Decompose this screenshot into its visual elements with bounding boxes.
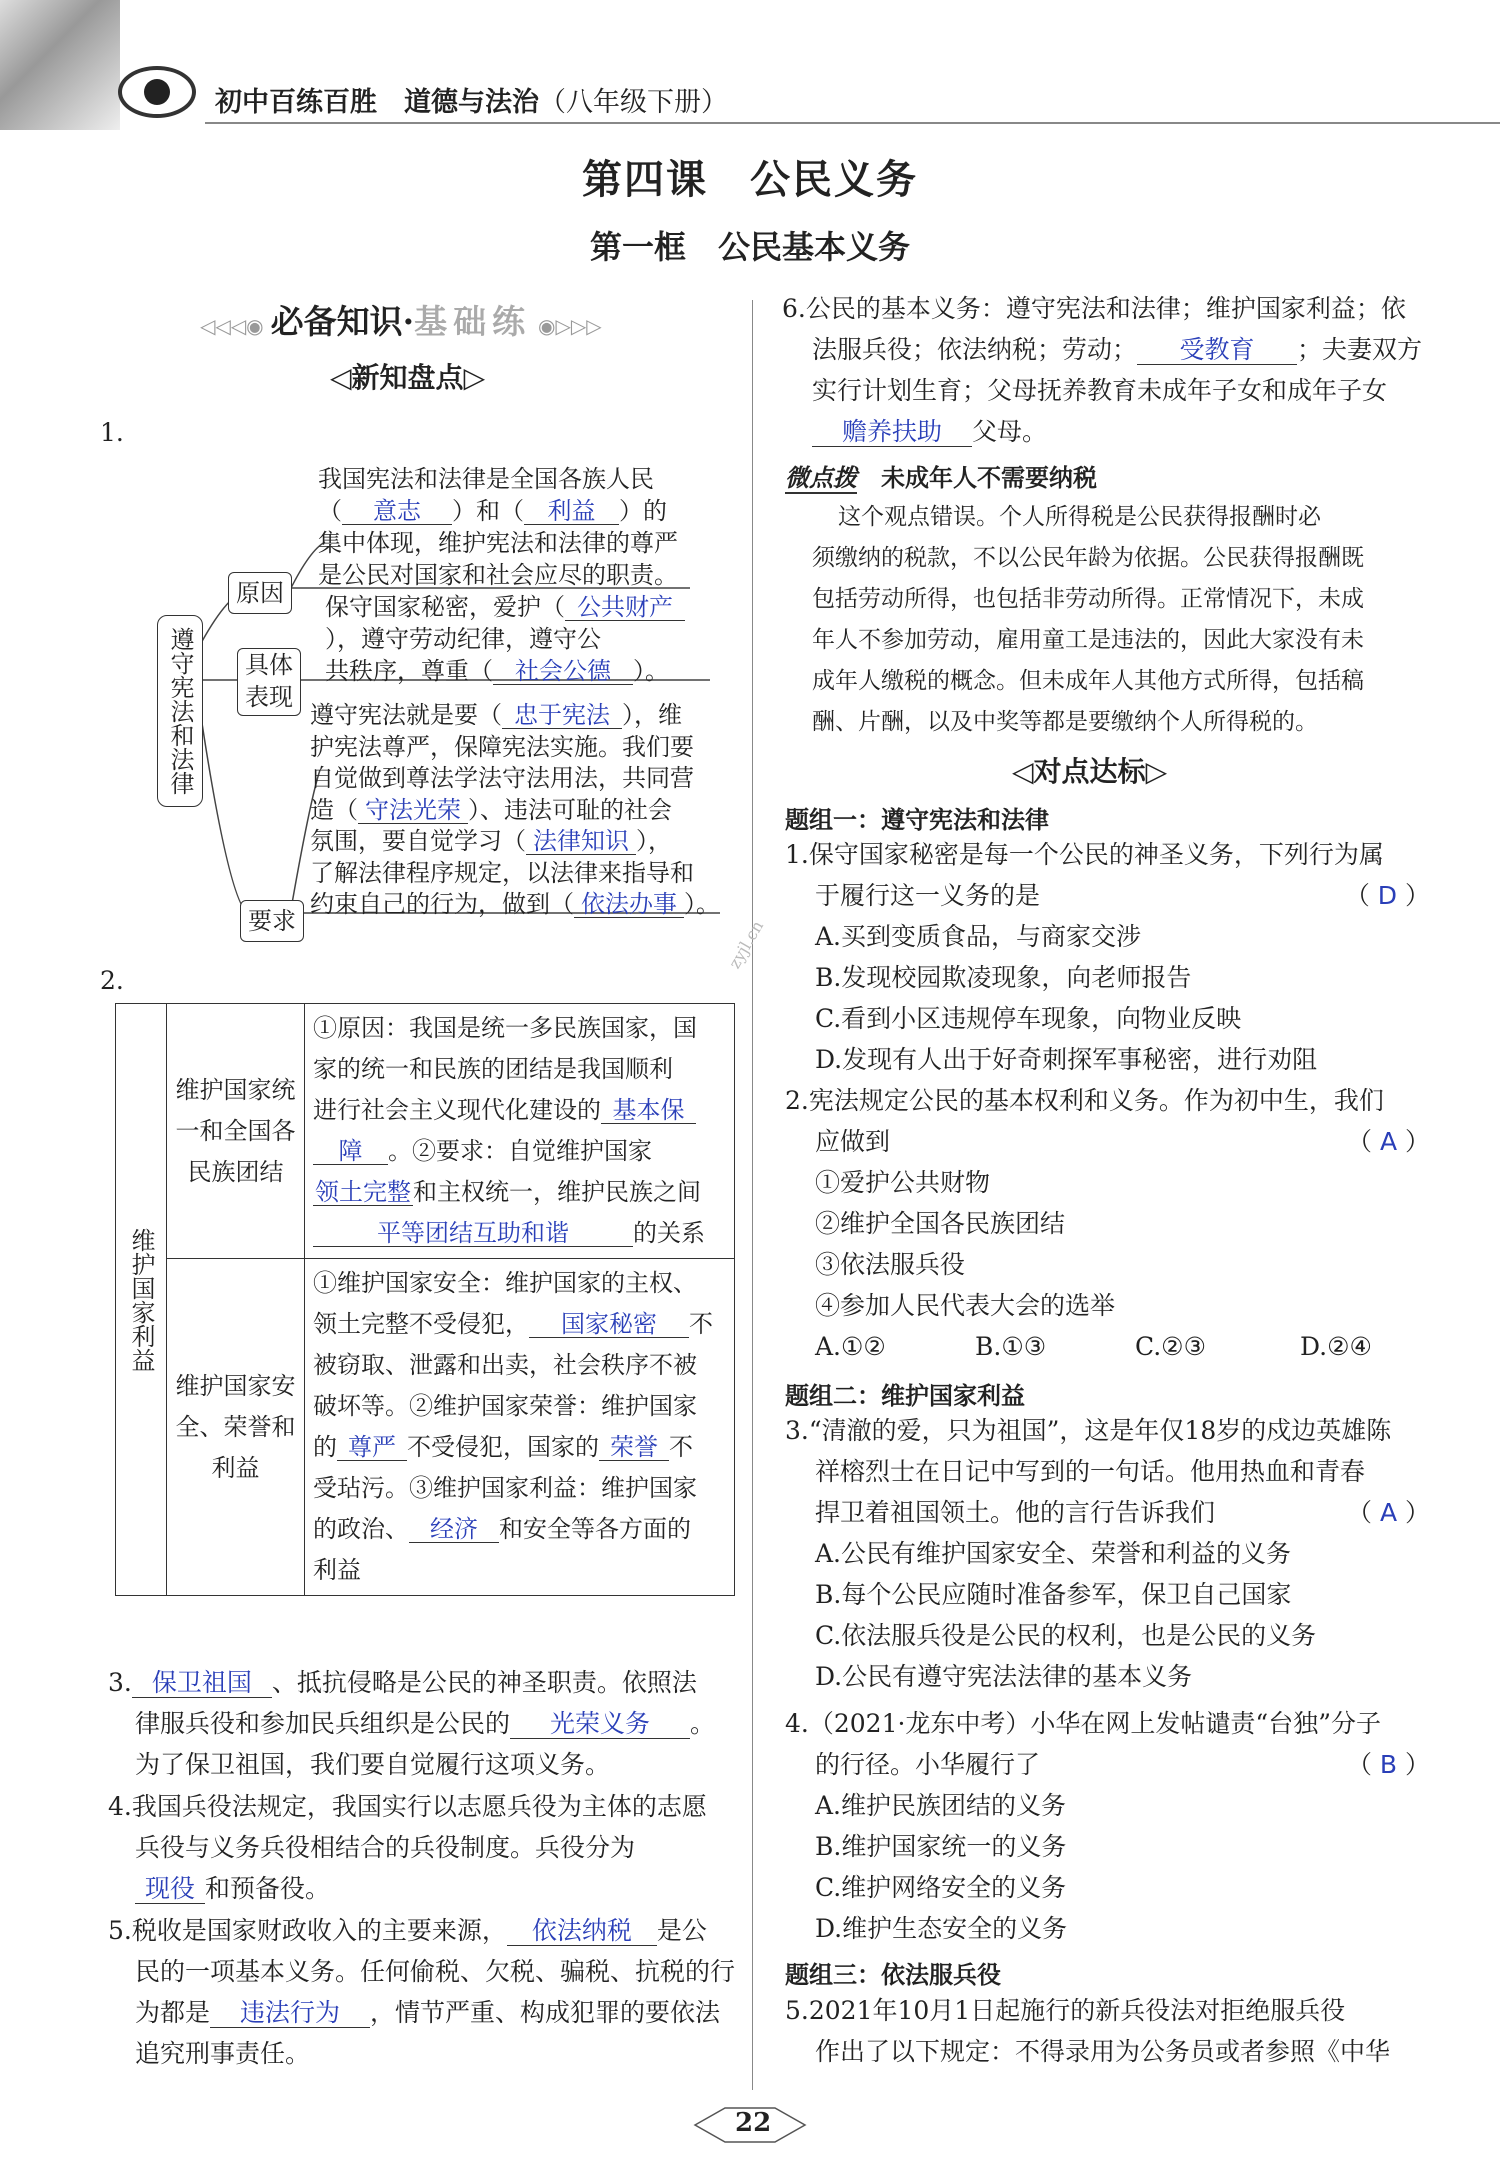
table-main-cell: 维护国家利益 [116, 1004, 167, 1596]
table-row2-head: 维护国家安全、荣誉和利益 [167, 1259, 305, 1596]
mindmap-branch-requirement: 要求 [240, 900, 304, 942]
answer-receive-education: 受教育 [1137, 336, 1297, 365]
answer-equality-unity: 平等团结互助和谐 [313, 1220, 633, 1247]
right-q5: 5.2021年10月1日起施行的新兵役法对拒绝服兵役 作出了以下规定：不得录用为公务员或者参照《中华 [785, 1996, 1391, 2066]
group1-title: 题组一：遵守宪法和法律 [785, 806, 1049, 834]
running-header: 初中百练百胜 道德与法治（八年级下册） [215, 87, 728, 118]
column-divider [752, 300, 753, 2090]
right-q2: 2.宪法规定公民的基本权利和义务。作为初中生，我们 应做到 （ A ） ①爱护公共财物 ②维护全国各民族团结 ③依法服兵役 ④参加人民代表大会的选举 A.①② B.①③ C.②③ D.②④ [785, 1086, 1430, 1361]
answer-basic-guarantee-b: 障 [313, 1138, 388, 1165]
table-row1-head: 维护国家统一和全国各民族团结 [167, 1004, 305, 1259]
right-q4: 4.（2021·龙东中考）小华在网上发帖谴责“台独”分子 的行径。小华履行了 （ B ） A.维护民族团结的义务 B.维护国家统一的义务 C.维护网络安全的义务 D.维护生态安全的义务 [785, 1709, 1430, 1943]
answer-q4: B [1379, 1750, 1398, 1779]
eye-logo-icon [118, 66, 196, 118]
subheading-targeted-practice: ◁对点达标▷ [1012, 755, 1168, 788]
answer-state-secrets: 国家秘密 [529, 1311, 689, 1338]
answer-q2: A [1379, 1127, 1398, 1156]
group2-title: 题组二：维护国家利益 [785, 1382, 1025, 1410]
answer-dignity: 尊严 [337, 1434, 407, 1461]
answer-economy: 经济 [409, 1516, 499, 1543]
left-q3: 3. 保卫祖国 、抵抗侵略是公民的神圣职责。依照法 律服兵役和参加民兵组织是公民的 光荣义务 。 为了保卫祖国，我们要自觉履行这项义务。 [108, 1668, 716, 1779]
part-title: ◁◁◁◉ 必备知识·基础练 ◉▷▷▷ [200, 302, 602, 341]
answer-glorious-duty: 光荣义务 [510, 1710, 690, 1739]
tip-heading [785, 458, 1097, 493]
mindmap-requirement-text: 遵守宪法就是要（ 忠于宪法 ），维 护宪法尊严，保障宪法实施。我们要 自觉做到尊法学法守法用法，共同营 造（ 守法光荣 ）、违法可耻的社会 氛围，要自觉学习（ 法律知识 ）， 了解法律程序规定，以法律来指导和 约束自己的行为，做到（ 依法办事 ）。 [310, 701, 720, 918]
answer-will: 意志 [342, 498, 452, 525]
answer-act-by-law: 依法办事 [574, 891, 684, 918]
answer-law-abiding-glory: 守法光荣 [358, 797, 468, 824]
answer-basic-guarantee-a: 基本保 [601, 1097, 696, 1124]
q2-number: 2. [100, 966, 124, 995]
lesson-title: 第四课 公民义务 [582, 156, 918, 203]
group3-title: 题组三：依法服兵役 [785, 1961, 1001, 1989]
mindmap-root: 遵守宪法和法律 [157, 615, 203, 807]
left-q5: 5.税收是国家财政收入的主要来源， 依法纳税 是公 民的一项基本义务。任何偷税、欠税、骗税、抗税的行 为都是 违法行为 ，情节严重、构成犯罪的要依法 追究刑事责任。 [108, 1916, 736, 2068]
answer-q1: D [1377, 881, 1398, 910]
right-q6: 6.公民的基本义务：遵守宪法和法律；维护国家利益；依 法服兵役；依法纳税；劳动； 受教育 ；夫妻双方 实行计划生育；父母抚养教育未成年子女和成年子女 赡养扶助 父母。 [782, 294, 1423, 446]
q1-number: 1. [100, 418, 124, 447]
answer-honor: 荣誉 [599, 1434, 669, 1461]
national-interest-table [115, 1003, 735, 1596]
answer-interest: 利益 [524, 498, 619, 525]
answer-social-morality: 社会公德 [493, 658, 633, 685]
mindmap-branch-specific: 具体表现 [237, 648, 301, 716]
watermark: zyjl.cn [724, 917, 768, 972]
answer-q3: A [1379, 1498, 1398, 1527]
tip-body: 这个观点错误。个人所得税是公民获得报酬时必 须缴纳的税款，不以公民年龄为依据。公民获得报酬既 包括劳动所得，也包括非劳动所得。正常情况下，未成 年人不参加劳动，雇用童工是违法的，因此大家没有未 成年人缴税的概念。但未成年人其他方式所得，包括稿 酬、片酬，以及中奖等都是要缴纳个人所得税的。 [812, 504, 1364, 735]
header-logo-figure [0, 0, 120, 130]
answer-illegal-act: 违法行为 [210, 1999, 370, 2028]
right-q3: 3.“清澈的爱，只为祖国”，这是年仅18岁的戍边英雄陈 祥榕烈士在日记中写到的一句话。他用热血和青春 捍卫着祖国领土。他的言行告诉我们 （ A ） A.公民有维护国家安全、荣誉和利益的义务 B.每个公民应随时准备参军，保卫自己国家 C.依法服兵役是公民的权利，也是公民的义务 D.公民有遵守宪法法律的基本义务 [785, 1416, 1430, 1691]
mindmap-specific-text: 保守国家秘密，爱护（ 公共财产 ），遵守劳动纪律，遵守公 共秩序，尊重（ 社会公德 ）。 [325, 591, 745, 687]
table-row2-content: ①维护国家安全：维护国家的主权、 领土完整不受侵犯， 国家秘密 不 被窃取、泄露和出卖，社会秩序不被 破坏等。②维护国家荣誉：维护国家 的 尊严 不受侵犯，国家的 荣誉 不 受玷污。③维护国家利益：维护国家 的政治、 经济 和安全等各方面的 利益 [305, 1259, 735, 1596]
right-q1: 1.保守国家秘密是每一个公民的神圣义务，下列行为属 于履行这一义务的是 （ D ） A.买到变质食品，与商家交涉 B.发现校园欺凌现象，向老师报告 C.看到小区违规停车现象，向物业反映 D.发现有人出于好奇刺探军事秘密，进行劝阻 [785, 840, 1430, 1074]
answer-territorial-integrity: 领土完整 [315, 1178, 411, 1206]
tip-tag: 微点拨 [785, 463, 857, 492]
subheading-new-knowledge: ◁新知盘点▷ [330, 361, 486, 394]
answer-loyal-constitution: 忠于宪法 [502, 702, 622, 729]
left-q4: 4.我国兵役法规定，我国实行以志愿兵役为主体的志愿 兵役与义务兵役相结合的兵役制度。兵役分为 现役 和预备役。 [108, 1792, 707, 1903]
mindmap-reason-text: 我国宪法和法律是全国各族人民 （ 意志 ）和（ 利益 ）的 集中体现，维护宪法和法律的尊严 是公民对国家和社会应尽的职责。 [318, 465, 678, 589]
mindmap-branch-reason: 原因 [228, 572, 292, 614]
answer-pay-taxes: 依法纳税 [507, 1917, 657, 1946]
table-row1-content: ①原因：我国是统一多民族国家，国 家的统一和民族的团结是我国顺利 进行社会主义现代化建设的 基本保 障 。②要求：自觉维护国家 领土完整和主权统一，维护民族之间 平等团结互助和谐 的关系 [305, 1004, 735, 1259]
answer-active-service: 现役 [135, 1875, 205, 1904]
answer-legal-knowledge: 法律知识 [526, 828, 636, 855]
answer-defend-country: 保卫祖国 [132, 1669, 272, 1698]
header-rule [205, 122, 1500, 124]
answer-public-property: 公共财产 [565, 594, 685, 621]
page-number: 22 [735, 2108, 772, 2138]
answer-support-parents: 赡养扶助 [812, 418, 972, 447]
tip-title: 未成年人不需要纳税 [881, 464, 1097, 492]
section-title: 第一框 公民基本义务 [589, 228, 910, 266]
